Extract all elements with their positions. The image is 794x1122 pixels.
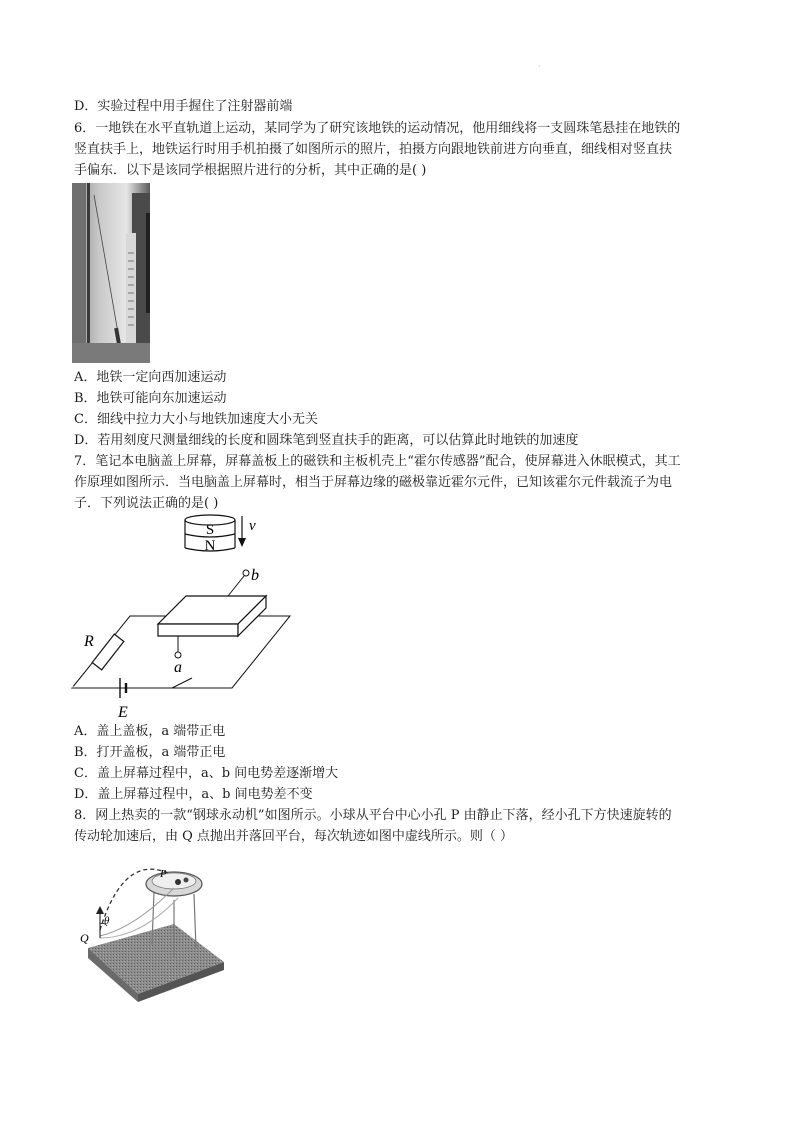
q8-stem-line-1: 8．网上热卖的一款“钢球永动机”如图所示。小球从平台中心小孔 P 由静止下落，经小孔下方快速旋转的 bbox=[74, 808, 672, 823]
resistor-label: R bbox=[84, 633, 94, 650]
magnet-n-label: N bbox=[204, 538, 216, 554]
q6-option-d: D．若用刻度尺测量细线的长度和圆珠笔到竖直扶手的距离，可以估算此时地铁的加速度 bbox=[74, 433, 579, 448]
velocity-label: v bbox=[249, 518, 256, 534]
point-p-label: P bbox=[160, 868, 167, 880]
q6-option-c: C．细线中拉力大小与地铁加速度大小无关 bbox=[74, 412, 318, 427]
q6-stem-line-3: 手偏东．以下是该同学根据照片进行的分析，其中正确的是( ) bbox=[74, 163, 427, 178]
q7-option-b: B．打开盖板，a 端带正电 bbox=[74, 745, 226, 760]
subway-handrail-photo bbox=[72, 183, 150, 363]
q7-option-d: D．盖上屏幕过程中，a、b 间电势差不变 bbox=[74, 787, 313, 802]
hall-sensor-circuit-diagram bbox=[68, 510, 298, 722]
q8-stem-line-2: 传动轮加速后，由 Q 点抛出并落回平台，每次轨迹如图中虚线所示。则（ ） bbox=[74, 829, 514, 844]
q7-option-a: A．盖上盖板，a 端带正电 bbox=[74, 724, 226, 739]
q6-option-a: A．地铁一定向西加速运动 bbox=[74, 370, 227, 385]
q7-option-c: C．盖上屏幕过程中，a、b 间电势差逐渐增大 bbox=[74, 766, 339, 781]
terminal-b-label: b bbox=[251, 567, 259, 584]
q7-stem-line-3: 子．下列说法正确的是( ) bbox=[74, 496, 219, 511]
magnet-s-label: S bbox=[205, 522, 215, 538]
q7-stem-line-1: 7．笔记本电脑盖上屏幕，屏幕盖板上的磁铁和主板机壳上“霍尔传感器”配合，使屏幕进入休眠模式，其工 bbox=[74, 454, 681, 469]
q7-stem-line-2: 作原理如图所示．当电脑盖上屏幕时，相当于屏幕边缘的磁极靠近霍尔元件，已知该霍尔元件载流子为电 bbox=[74, 475, 673, 490]
q6-stem-line-1: 6．一地铁在水平直轨道上运动，某同学为了研究该地铁的运动情况，他用细线将一支圆珠笔悬挂在地铁的 bbox=[74, 121, 681, 136]
q6-stem-line-2: 竖直扶手上，地铁运行时用手机拍摄了如图所示的照片，拍摄方向跟地铁前进方向垂直，细线相对竖直扶 bbox=[74, 142, 673, 157]
scan-dot: · bbox=[538, 62, 541, 71]
steel-ball-perpetual-motion-figure bbox=[74, 858, 234, 1008]
angle-theta-label: θ bbox=[104, 915, 110, 927]
q5-option-d: D．实验过程中用手握住了注射器前端 bbox=[74, 99, 293, 114]
q6-option-b: B．地铁可能向东加速运动 bbox=[74, 391, 227, 406]
point-q-label: Q bbox=[80, 931, 89, 945]
terminal-a-label: a bbox=[174, 659, 182, 676]
battery-label: E bbox=[118, 704, 128, 721]
